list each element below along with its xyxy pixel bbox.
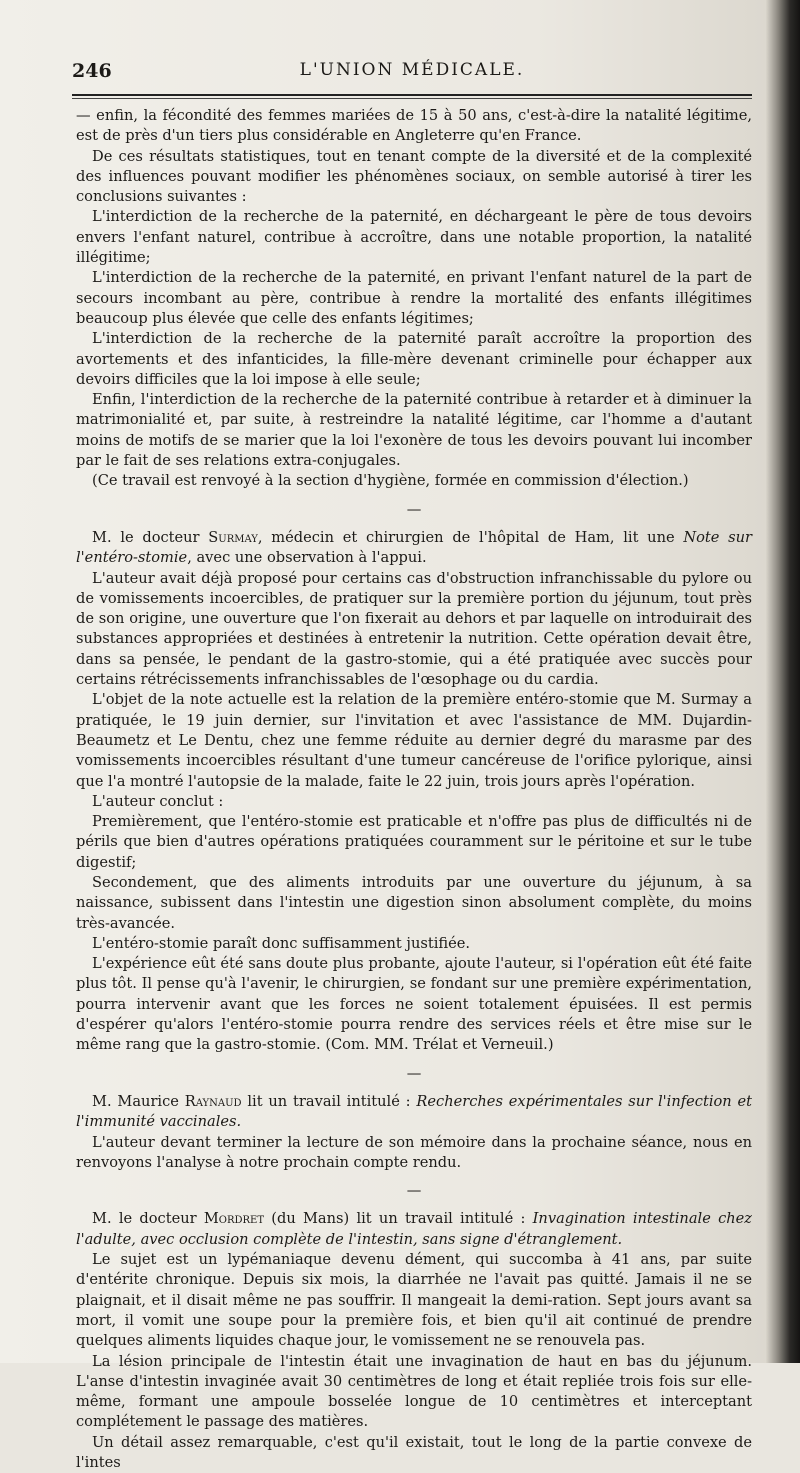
speaker-name: Raynaud — [184, 1092, 242, 1110]
book-binding-edge — [766, 0, 800, 1363]
paragraph-text: lit un travail intitulé : — [241, 1092, 417, 1110]
paragraph: Enfin, l'interdiction de la recherche de la paternité contribue à retarder et à diminuer la matrimonialité et, par suite, à restreindre la natalité légitime, car l'homme a d'autant moins de motifs de se marier que la loi l'exonère de tous les devoirs pouvant lui incomber par le fait de ses relations extra-conjugales. — [76, 391, 752, 470]
paragraph: L'entéro-stomie paraît donc suffisamment justifiée. — [92, 934, 471, 952]
paragraph: (Ce travail est renvoyé à la section d'hygiène, formée en commission d'élection.) — [92, 472, 689, 490]
paragraph — [76, 1209, 752, 1250]
paragraph: L'objet de la note actuelle est la relation de la première entéro-stomie que M. Surmay a pratiquée, le 19 juin dernier, sur l'invitation et avec l'assistance de MM. Dujardin-Beaumetz et Le Dentu, chez une femme réduite au dernier degré du marasme par des vomissements incoercibles résultant d'une tumeur cancéreuse de l'orifice pylorique, ainsi que l'a montré l'autopsie de la malade, faite le 22 juin, trois jours après l'opération. — [76, 691, 752, 790]
work-title: Note sur l'entéro-stomie — [76, 528, 753, 567]
speaker-name: Surmay — [208, 528, 258, 546]
paragraph: L'auteur devant terminer la lecture de son mémoire dans la prochaine séance, nous en renvoyons l'analyse à notre prochain compte rendu. — [76, 1133, 752, 1171]
running-title: L'UNION MÉDICALE. — [299, 60, 525, 80]
paragraph: L'auteur conclut : — [92, 792, 224, 810]
paragraph: La lésion principale de l'intestin était une invagination de haut en bas du jéjunum. L'anse d'intestin invaginée avait 30 centimètres de long et était repliée trois fois sur elle-même, formant une ampoule bosselée longue de 10 centimètres et interceptant complétement le passage des matières. — [76, 1352, 752, 1431]
page-header — [72, 60, 752, 86]
speaker-intro: M. le docteur — [92, 1210, 204, 1228]
paragraph: Un détail assez remarquable, c'est qu'il existait, tout le long de la partie convexe de l'intes — [76, 1433, 752, 1471]
work-title: Recherches expérimentales sur l'infection et l'immunité vaccinales. — [76, 1092, 752, 1131]
section-separator: — — [406, 1064, 422, 1082]
paragraph: De ces résultats statistiques, tout en tenant compte de la diversité et de la complexité des influences pouvant modifier les phénomènes sociaux, on semble autorisé à tirer les conclusions suivantes : — [76, 147, 752, 206]
paragraph-text: , avec une observation à l'appui. — [187, 549, 427, 567]
paragraph: L'expérience eût été sans doute plus probante, ajoute l'auteur, si l'opération eût été faite plus tôt. Il pense qu'à l'avenir, le chirurgien, se fondant sur une première expérimentation, pourra intervenir avant que les forces ne soient totalement épuisées. Il est permis d'espérer qu'alors l'entéro-stomie pourra rendre des services réels et être mise sur le même rang que la gastro-stomie. (Com. MM. Trélat et Verneuil.) — [76, 955, 752, 1054]
paragraph: Premièrement, que l'entéro-stomie est praticable et n'offre pas plus de difficultés ni de périls que bien d'autres opérations pratiquées couramment sur le péritoine et sur le tube digestif; — [76, 813, 752, 871]
paragraph: Le sujet est un lypémaniaque devenu dément, qui succomba à 41 ans, par suite d'entérite chronique. Depuis six mois, la diarrhée ne l'avait pas quitté. Jamais il ne se plaignait, et il disait même ne pas souffrir. Il mangeait la demi-ration. Sept jours avant sa mort, il vomit une soupe pour la première fois, et bien qu'il ait continué de prendre quelques aliments liquides chaque jour, le vomissement ne se renouvela pas. — [76, 1251, 752, 1350]
section-separator: — — [406, 500, 422, 518]
work-title: Invagination intestinale chez l'adulte, avec occlusion complète de l'intestin, sans signe d'étranglement. — [76, 1210, 752, 1248]
paragraph-text: (du Mans) lit un travail intitulé : — [264, 1210, 533, 1228]
page-number: 246 — [72, 60, 112, 82]
paragraph: — enfin, la fécondité des femmes mariées de 15 à 50 ans, c'est-à-dire la natalité légitime, est de près d'un tiers plus considérable en Angleterre qu'en France. — [76, 107, 752, 145]
section-separator: — — [406, 1182, 422, 1200]
speaker-intro: M. Maurice — [92, 1092, 185, 1110]
paragraph: L'auteur avait déjà proposé pour certains cas d'obstruction infranchissable du pylore ou de vomissements incoercibles, de pratiquer sur la première portion du jéjunum, tout près de son origine, une ouverture que l'on fixerait au dehors et par laquelle on introduirait des substances appropriées et destinées à entretenir la nutrition. Cette opération devait être, dans sa pensée, le pendant de la gastro-stomie, qui a été pratiquée avec succès pour certains rétrécissements infranchissables de l'œsophage ou du cardia. — [76, 569, 752, 689]
paragraph — [76, 1092, 752, 1133]
speaker-name: Mordret — [203, 1210, 265, 1228]
article-body — [76, 106, 752, 1473]
paragraph-text: , médecin et chirurgien de l'hôpital de Ham, lit une — [257, 528, 684, 546]
paragraph: L'interdiction de la recherche de la paternité paraît accroître la proportion des avortements et des infanticides, la fille-mère devenant criminelle pour échapper aux devoirs difficiles que la loi impose à elle seule; — [76, 330, 752, 388]
paragraph: Secondement, que des aliments introduits par une ouverture du jéjunum, à sa naissance, subissent dans l'intestin une digestion sinon absolument complète, du moins très-avancée. — [76, 873, 752, 932]
paragraph: L'interdiction de la recherche de la paternité, en privant l'enfant naturel de la part de secours incombant au père, contribue à rendre la mortalité des enfants illégitimes beaucoup plus élevée que celle des enfants légitimes; — [76, 269, 752, 327]
paragraph: L'interdiction de la recherche de la paternité, en déchargeant le père de tous devoirs envers l'enfant naturel, contribue à accroître, dans une notable proportion, la natalité illégitime; — [76, 208, 752, 267]
speaker-intro: M. le docteur — [92, 528, 209, 546]
header-rule — [72, 94, 752, 96]
paragraph — [76, 528, 752, 569]
header-rule-thin — [72, 98, 752, 99]
